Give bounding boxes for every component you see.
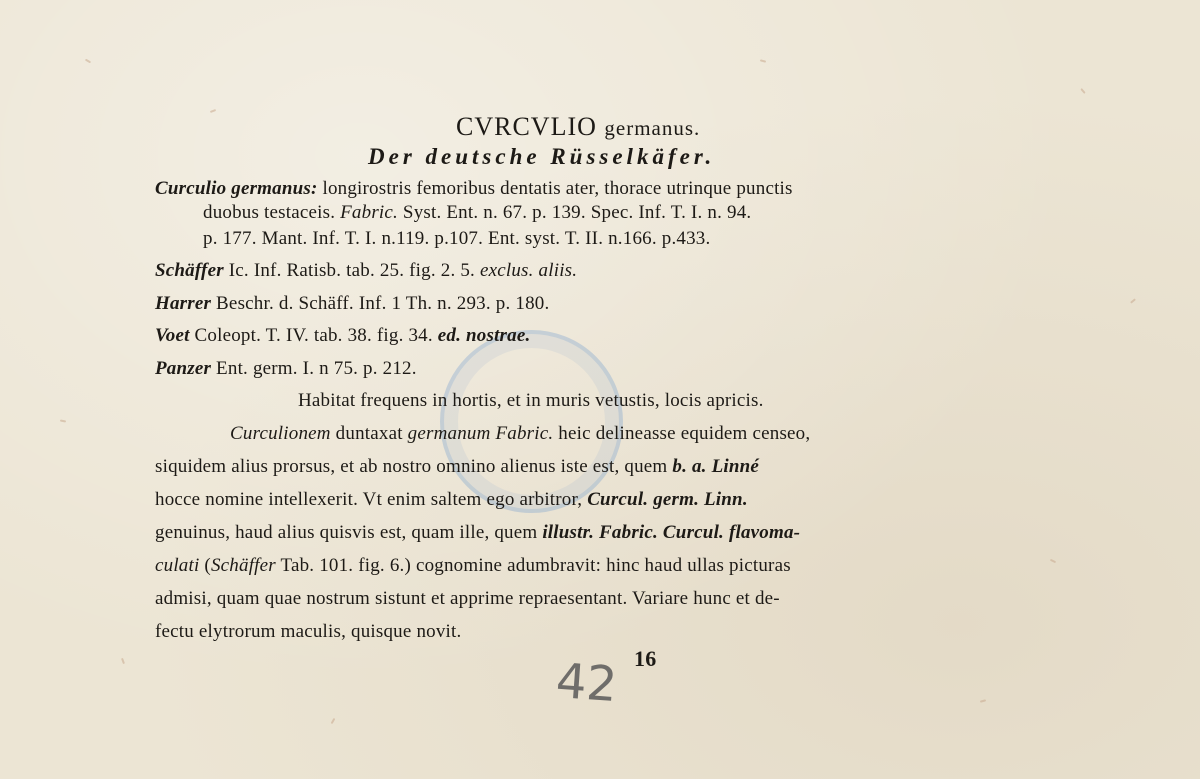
page-subtitle: Der deutsche Rüsselkäfer. [368,144,716,169]
body-line-4: genuinus, haud alius quisvis est, quam ille, quem illustr. Fabric. Curcul. flavoma- [155,522,801,543]
reference-harrer: Harrer Beschr. d. Schäff. Inf. 1 Th. n. 293. p. 180. [155,293,550,314]
reference-panzer: Panzer Ent. germ. I. n 75. p. 212. [155,358,417,379]
page-title: CVRCVLIO germanus. [456,112,701,141]
body-line-7: fectu elytrorum maculis, quisque novit. [155,621,462,642]
synonym-line-1: Curculio germanus: longirostris femoribus dentatis ater, thorace utrinque punctis [155,178,793,199]
synonym-line-3: p. 177. Mant. Inf. T. I. n.119. p.107. Ent. syst. T. II. n.166. p.433. [203,228,711,249]
reference-schaeffer: Schäffer Ic. Inf. Ratisb. tab. 25. fig. 2. 5. exclus. aliis. [155,260,578,281]
handwritten-note: 42 [554,652,619,714]
body-line-1: Curculionem duntaxat germanum Fabric. heic delineasse equidem censeo, [230,423,811,444]
body-line-2: siquidem alius prorsus, et ab nostro omnino alienus iste est, quem b. a. Linné [155,456,760,477]
body-line-5: culati (Schäffer Tab. 101. fig. 6.) cognomine adumbravit: hinc haud ullas picturas [155,555,791,576]
library-stamp [440,330,623,513]
page-number: 16 [634,646,657,671]
body-line-3: hocce nomine intellexerit. Vt enim saltem ego arbitror, Curcul. germ. Linn. [155,489,748,510]
synonym-line-2: duobus testaceis. Fabric. Syst. Ent. n. 67. p. 139. Spec. Inf. T. I. n. 94. [203,202,752,223]
habitat-line: Habitat frequens in hortis, et in muris vetustis, locis apricis. [298,390,764,411]
body-line-6: admisi, quam quae nostrum sistunt et apprime repraesentant. Variare hunc et de- [155,588,780,609]
reference-voet: Voet Coleopt. T. IV. tab. 38. fig. 34. ed. nostrae. [155,325,531,346]
